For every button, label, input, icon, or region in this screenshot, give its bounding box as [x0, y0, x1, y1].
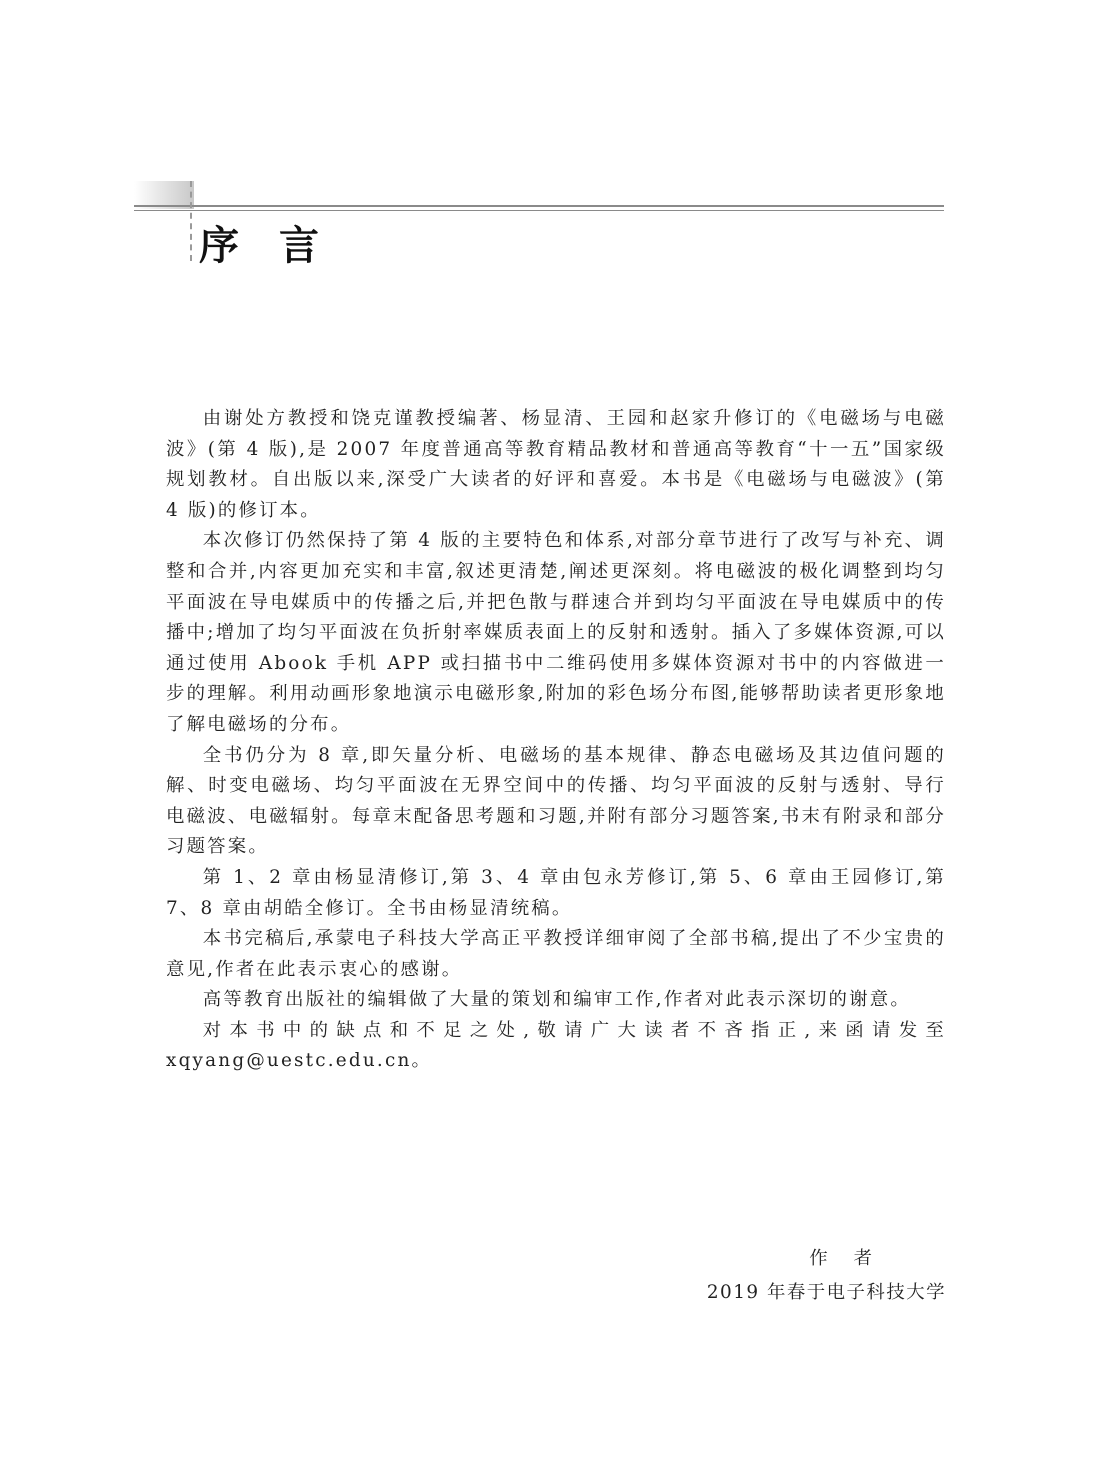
header-rule-top: [134, 205, 944, 207]
paragraph: 本书完稿后,承蒙电子科技大学高正平教授详细审阅了全部书稿,提出了不少宝贵的意见,作者在此表示衷心的感谢。: [166, 928, 946, 980]
title-dashed-marker: [190, 181, 192, 261]
page-title: 序言: [199, 222, 359, 269]
paragraph: 由谢处方教授和饶克谨教授编著、杨显清、王园和赵家升修订的《电磁场与电磁波》(第 4 版),是 2007 年度普通高等教育精品教材和普通高等教育“十一五”国家级规划教材。自出版以来,深受广大读者的好评和喜爱。本书是《电磁场与电磁波》(第 4 版)的修订本。: [166, 408, 946, 521]
paragraph: 对本书中的缺点和不足之处,敬请广大读者不吝指正,来函请发至 xqyang@uestc.edu.cn。: [166, 1019, 946, 1072]
signature-date: 2019 年春于电子科技大学: [706, 1282, 946, 1303]
paragraph: 第 1、2 章由杨显清修订,第 3、4 章由包永芳修订,第 5、6 章由王园修订,第 7、8 章由胡皓全修订。全书由杨显清统稿。: [166, 866, 946, 919]
preface-body: [166, 404, 946, 1077]
paragraph: 本次修订仍然保持了第 4 版的主要特色和体系,对部分章节进行了改写与补充、调整和合并,内容更加充实和丰富,叙述更清楚,阐述更深刻。将电磁波的极化调整到均匀平面波在导电媒质中的传播之后,并把色散与群速合并到均匀平面波在导电媒质中的传播中;增加了均匀平面波在负折射率媒质表面上的反射和透射。插入了多媒体资源,可以通过使用 Abook 手机 APP 或扫描书中二维码使用多媒体资源对书中的内容做进一步的理解。利用动画形象地演示电磁形象,附加的彩色场分布图,能够帮助读者更形象地了解电磁场的分布。: [166, 530, 946, 735]
paragraph: 全书仍分为 8 章,即矢量分析、电磁场的基本规律、静态电磁场及其边值问题的解、时变电磁场、均匀平面波在无界空间中的传播、均匀平面波的反射与透射、导行电磁波、电磁辐射。每章末配备思考题和习题,并附有部分习题答案,书末有附录和部分习题答案。: [166, 744, 946, 858]
header-rule-bottom: [134, 210, 944, 211]
paragraph: 高等教育出版社的编辑做了大量的策划和编审工作,作者对此表示深切的谢意。: [202, 989, 911, 1011]
signature-block: [560, 1245, 946, 1307]
signature-author: 作者: [809, 1248, 898, 1269]
